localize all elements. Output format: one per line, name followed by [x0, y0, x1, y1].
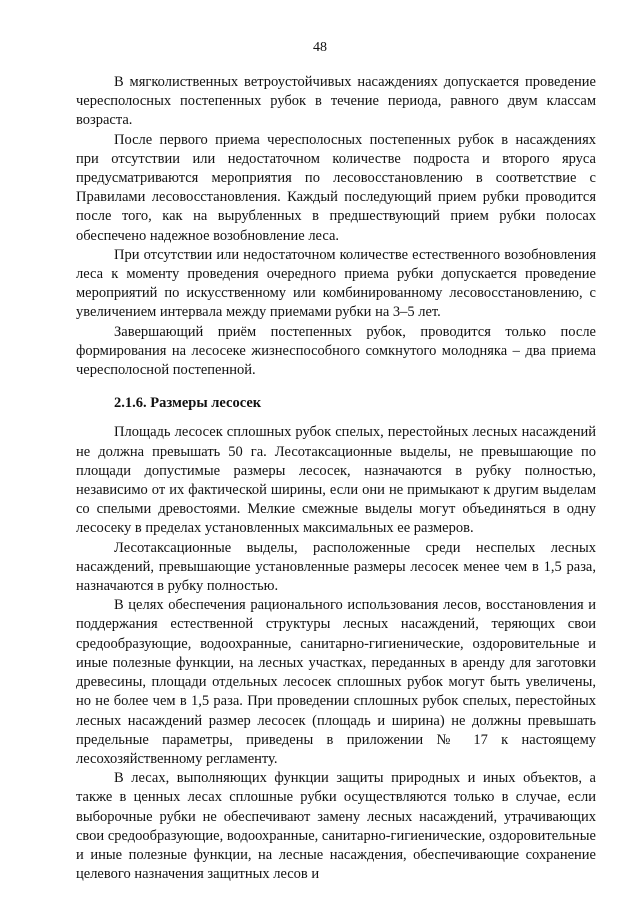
paragraph: В мягколиственных ветроустойчивых насаждениях допускается проведение чересполосных постепенных рубок в течение периода, равного двум классам возраста.: [76, 74, 596, 129]
paragraph: Завершающий приём постепенных рубок, проводится только после формирования на лесосеке жизнеспособного сомкнутого молодняка – два приема чересполосной постепенной.: [76, 323, 596, 379]
paragraph: Площадь лесосек сплошных рубок спелых, перестойных лесных насаждений не должна превышать 50 га. Лесотаксационные выделы, не превышающие по площади допустимые размеры лесосек, назначаются в рубку полностью, независимо от их фактической ширины, если они не примыкают к другим выделам со спелыми древостоями. Мелкие смежные выделы могут объединяться в одну лесосеку в пределах установленных максимальных ее размеров.: [76, 424, 596, 537]
paragraph: Лесотаксационные выделы, расположенные среди неспелых лесных насаждений, превышающие установленные размеры лесосек менее чем в 1,5 раза, назначаются в рубку полностью.: [76, 539, 596, 595]
section-heading: 2.1.6. Размеры лесосек: [114, 395, 262, 412]
page-number: 48: [313, 40, 327, 55]
page-body: [76, 73, 596, 884]
paragraph: В целях обеспечения рационального использования лесов, восстановления и поддержания естественной структуры лесных насаждений, теряющих свои средообразующие, водоохранные, санитарно-гигиенические, оздоровительные и иные полезные функции, на лесных участках, переданных в аренду для заготовки древесины, площади отдельных лесосек сплошных рубок могут быть увеличены, но не более чем в 1,5 раза. При проведении сплошных рубок спелых, перестойных лесных насаждений размер лесосек (площадь и ширина) не должны превышать предельные параметры, приведены в приложении № 17 к настоящему лесохозяйственному регламенту.: [76, 597, 596, 767]
paragraph: После первого приема чересполосных постепенных рубок в насаждениях при отсутствии или недостаточном количестве подроста и второго яруса предусматриваются мероприятия по лесовосстановлению в соответствие с Правилами лесовосстановления. Каждый последующий прием рубки проводится после того, как на вырубленных в предшествующий прием рубки полосах обеспечено надежное возобновление леса.: [76, 131, 596, 244]
paragraph: В лесах, выполняющих функции защиты природных и иных объектов, а также в ценных лесах сплошные рубки осуществляются только в случае, если выборочные рубки не обеспечивают замену лесных насаждений, утрачивающих свои средообразующие, водоохранные, санитарно-гигиенические, оздоровительные и иные полезные функции, на лесные насаждения, обеспечивающие сохранение целевого назначения защитных лесов и: [76, 770, 596, 883]
paragraph: При отсутствии или недостаточном количестве естественного возобновления леса к моменту проведения очередного приема рубки допускается проведение мероприятий по искусственному или комбинированному лесовосстановлению, с увеличением интервала между приемами рубки на 3–5 лет.: [76, 246, 596, 321]
